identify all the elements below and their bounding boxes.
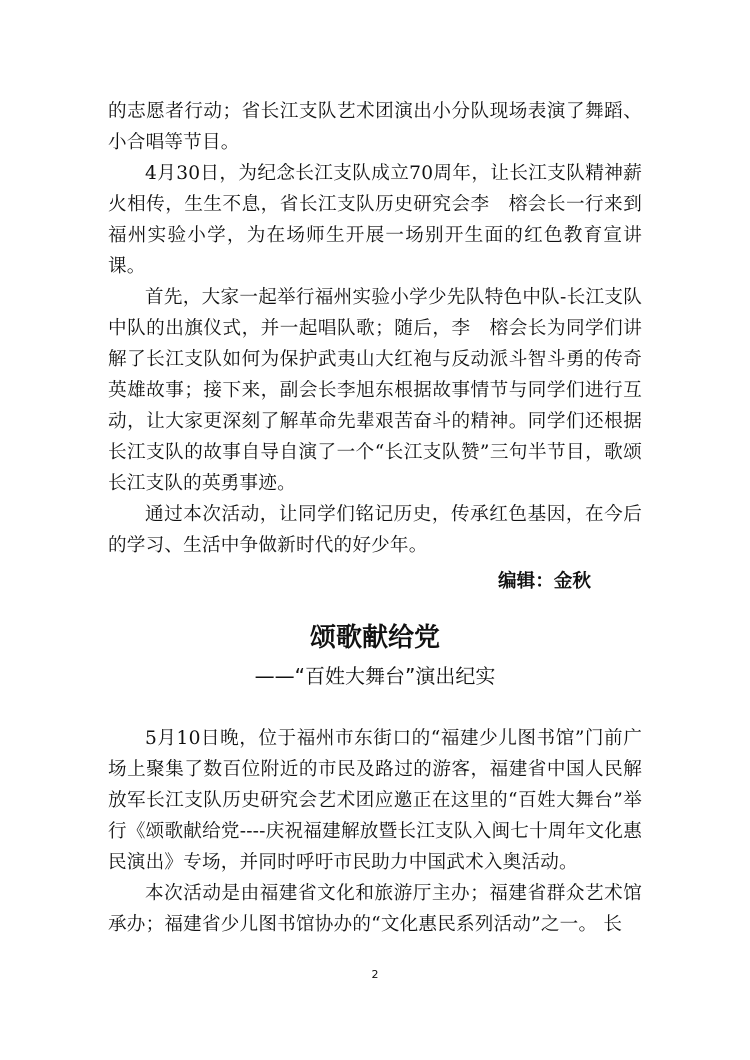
paragraph-conclusion: 通过本次活动，让同学们铭记历史，传承红色基因，在今后的学习、生活中争做新时代的好少年。: [108, 504, 642, 556]
article-1-body: [108, 96, 642, 561]
paragraph-anniversary: 4月30日，为纪念长江支队成立70周年，让长江支队精神薪火相传，生生不息，省长江支队历史研究会李 榕会长一行来到福州实验小学，为在场师生开展一场别开生面的红色教育宣讲课。: [108, 163, 642, 277]
article-subtitle: ——“百姓大舞台”演出纪实: [254, 664, 496, 688]
article-title: 颂歌献给党: [309, 623, 440, 653]
paragraph-continuation: 的志愿者行动；省长江支队艺术团演出小分队现场表演了舞蹈、小合唱等节目。: [108, 101, 642, 153]
article-2-body: [108, 723, 642, 940]
page-number: 2: [371, 968, 379, 981]
paragraph-event: 5月10日晚，位于福州市东街口的“福建少儿图书馆”门前广场上聚集了数百位附近的市民及路过的游客，福建省中国人民解放军长江支队历史研究会艺术团应邀正在这里的“百姓大舞台”举行《颂歌献给党----庆祝福建解放暨长江支队入闽七十周年文化惠民演出》专场，并同时呼吁市民助力中国武术入奥活动。: [108, 728, 643, 873]
paragraph-ceremony: 首先，大家一起举行福州实验小学少先队特色中队-长江支队中队的出旗仪式，并一起唱队歌；随后，李 榕会长为同学们讲解了长江支队如何为保护武夷山大红袍与反动派斗智斗勇的传奇英雄故事；接下来，副会长李旭东根据故事情节与同学们进行互动，让大家更深刻了解革命先辈艰苦奋斗的精神。同学们还根据长江支队的故事自导自演了一个“长江支队赞”三句半节目，歌颂长江支队的英勇事迹。: [108, 287, 642, 494]
editor-credit: 编辑：金秋: [498, 571, 591, 592]
paragraph-organizers: 本次活动是由福建省文化和旅游厅主办；福建省群众艺术馆承办；福建省少儿图书馆协办的“文化惠民系列活动”之一。 长: [108, 883, 642, 935]
